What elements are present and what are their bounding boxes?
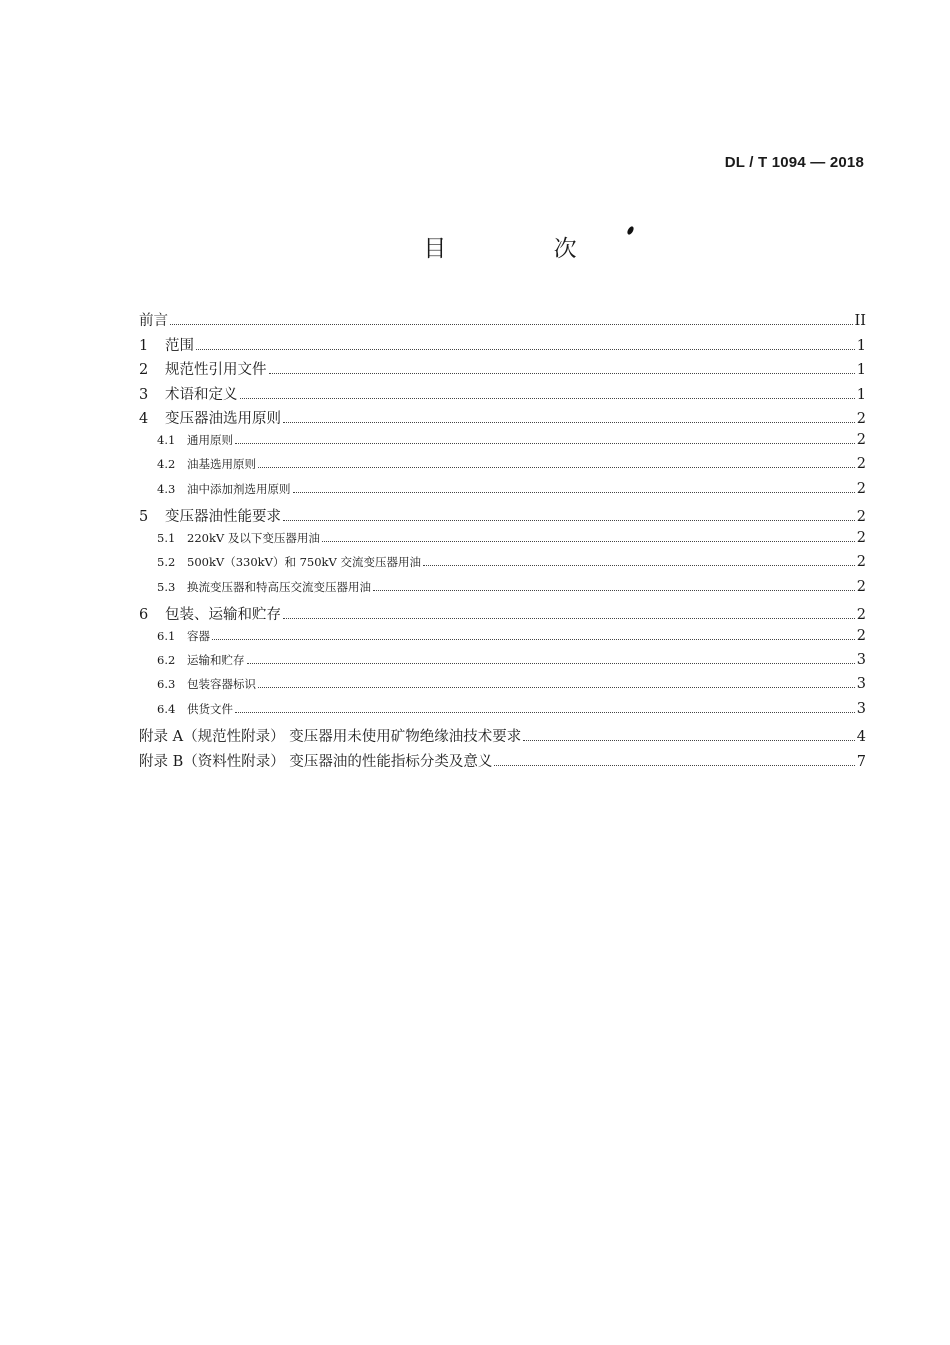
toc-entry-page-number: 1 <box>856 386 866 403</box>
dot-leader <box>212 639 855 640</box>
toc-entry-number: 1 <box>139 337 149 354</box>
toc-entry-label: 附录 B（资料性附录） 变压器油的性能指标分类及意义 <box>139 753 493 770</box>
dot-leader <box>373 590 855 591</box>
toc-entry-page-number: 2 <box>856 554 866 571</box>
toc-entry-label: 规范性引用文件 <box>165 362 267 379</box>
toc-entry-number: 5 <box>139 509 149 526</box>
toc-entry[interactable] <box>139 383 866 408</box>
toc-entry-number: 2 <box>139 362 149 379</box>
toc-entry[interactable] <box>139 676 866 700</box>
toc-entry-label: 220kV 及以下变压器用油 <box>187 530 320 545</box>
toc-entry-page-number: 2 <box>856 627 866 644</box>
toc-entry-label: 包装容器标识 <box>187 677 256 692</box>
toc-entry-page-number: 4 <box>856 729 866 746</box>
toc-entry-number: 4.2 <box>157 457 176 472</box>
toc-entry-number: 6.4 <box>157 701 176 716</box>
toc-entry-page-number: 2 <box>856 456 866 473</box>
toc-entry-page-number: 3 <box>856 651 866 668</box>
dot-leader <box>269 373 855 374</box>
toc-entry[interactable] <box>139 579 866 603</box>
toc-entry-page-number: 3 <box>856 700 866 717</box>
toc-entry[interactable] <box>139 530 866 554</box>
toc-entry-number: 5.3 <box>157 579 176 594</box>
toc-entry[interactable] <box>139 481 866 505</box>
dot-leader <box>494 765 854 766</box>
toc-entry[interactable] <box>139 701 866 725</box>
toc-entry[interactable] <box>139 334 866 359</box>
toc-entry[interactable] <box>139 358 866 383</box>
dot-leader <box>283 618 855 619</box>
dot-leader <box>196 349 855 350</box>
toc-entry-number: 5.2 <box>157 555 176 570</box>
toc-entry-page-number: 2 <box>856 431 866 448</box>
toc-entry-label: 供货文件 <box>187 701 233 716</box>
dot-leader <box>235 712 855 713</box>
dot-leader <box>170 324 853 325</box>
toc-entry[interactable] <box>139 554 866 578</box>
dot-leader <box>283 520 855 521</box>
dot-leader <box>258 687 855 688</box>
dot-leader <box>258 467 855 468</box>
dot-leader <box>283 422 855 423</box>
toc-entry-number: 4.3 <box>157 481 176 496</box>
toc-entry[interactable] <box>139 750 866 775</box>
toc-entry-page-number: 2 <box>856 606 866 623</box>
toc-entry-label: 运输和贮存 <box>187 652 245 667</box>
toc-entry-number: 6.2 <box>157 652 176 667</box>
dot-leader <box>423 565 855 566</box>
toc-entry-label: 500kV（330kV）和 750kV 交流变压器用油 <box>187 555 421 570</box>
toc-entry-page-number: 2 <box>856 578 866 595</box>
toc-entry-page-number: II <box>854 313 866 329</box>
dot-leader <box>322 541 855 542</box>
toc-entry-page-number: 2 <box>856 411 866 428</box>
toc-entry-number: 6.1 <box>157 628 176 643</box>
toc-entry-label: 术语和定义 <box>165 386 238 403</box>
toc-entry[interactable] <box>139 456 866 480</box>
toc-entry[interactable] <box>139 432 866 456</box>
toc-entry-number: 6.3 <box>157 677 176 692</box>
toc-entry-label: 通用原则 <box>187 432 233 447</box>
page-title: 目 次 <box>423 236 627 262</box>
toc-entry[interactable] <box>139 603 866 628</box>
toc-entry-number: 5.1 <box>157 530 176 545</box>
toc-entry-label: 油中添加剂选用原则 <box>187 481 291 496</box>
toc-entry-label: 附录 A（规范性附录） 变压器用未使用矿物绝缘油技术要求 <box>139 729 522 746</box>
toc-entry-number: 6 <box>139 606 149 623</box>
dot-leader <box>293 492 855 493</box>
toc-entry-page-number: 7 <box>856 753 866 770</box>
toc-entry-label: 变压器油性能要求 <box>165 509 281 526</box>
toc-entry-page-number: 1 <box>856 337 866 354</box>
dot-leader <box>523 740 855 741</box>
dot-leader <box>235 443 855 444</box>
toc-entry-page-number: 1 <box>856 362 866 379</box>
table-of-contents <box>139 309 866 774</box>
toc-entry[interactable] <box>139 505 866 530</box>
toc-entry-label: 容器 <box>187 628 210 643</box>
toc-entry-page-number: 3 <box>856 676 866 693</box>
toc-entry[interactable] <box>139 309 866 334</box>
toc-entry[interactable] <box>139 725 866 750</box>
toc-entry-number: 3 <box>139 386 149 403</box>
dot-leader <box>247 663 855 664</box>
toc-entry-label: 换流变压器和特高压交流变压器用油 <box>187 579 371 594</box>
toc-entry-page-number: 2 <box>856 509 866 526</box>
toc-entry-label: 前言 <box>139 313 168 329</box>
document-code: DL / T 1094 — 2018 <box>724 154 864 171</box>
toc-entry-number: 4.1 <box>157 432 176 447</box>
toc-entry[interactable] <box>139 652 866 676</box>
toc-entry-number: 4 <box>139 411 149 428</box>
toc-entry-label: 范围 <box>165 337 194 354</box>
toc-entry[interactable] <box>139 628 866 652</box>
toc-entry-label: 包装、运输和贮存 <box>165 606 281 623</box>
toc-entry-page-number: 2 <box>856 529 866 546</box>
toc-entry[interactable] <box>139 407 866 432</box>
toc-entry-label: 变压器油选用原则 <box>165 411 281 428</box>
toc-entry-page-number: 2 <box>856 480 866 497</box>
toc-entry-label: 油基选用原则 <box>187 457 256 472</box>
dot-leader <box>240 398 855 399</box>
